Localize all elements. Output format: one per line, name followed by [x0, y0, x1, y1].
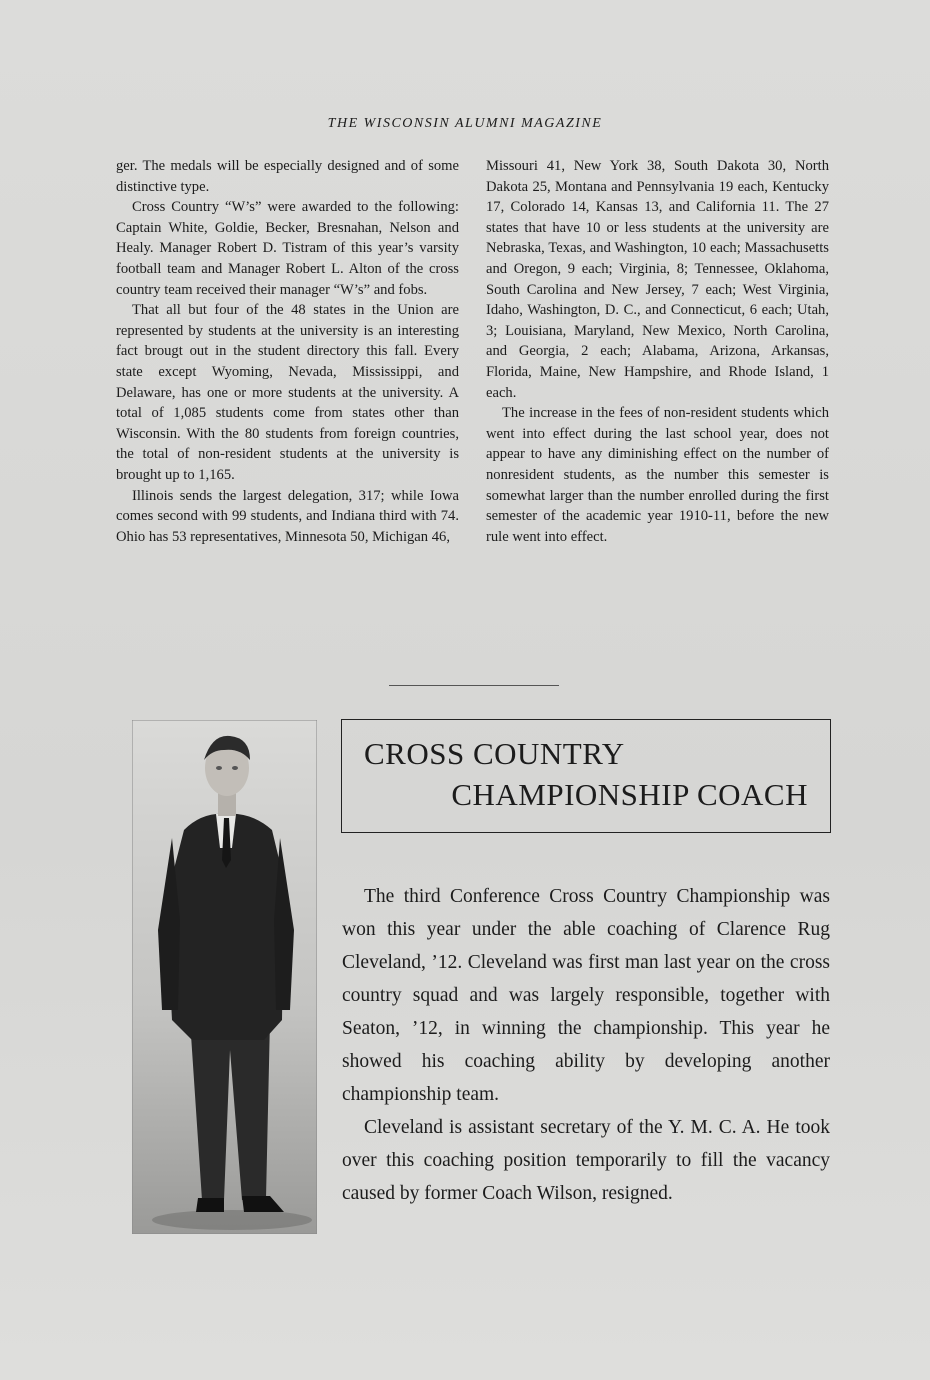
feature-title-box — [341, 719, 831, 833]
portrait-figure-image — [132, 720, 317, 1234]
left-column — [116, 156, 459, 547]
feature-title-line-2: CHAMPIONSHIP COACH — [451, 777, 808, 812]
right-paragraph-1: Missouri 41, New York 38, South Dakota 30, North Dakota 25, Montana and Pennsylvania 19 each, Kentucky 17, Colorado 14, Kansas 13, and California 11. The 27 states that have 10 or less students at the university are Nebraska, Texas, and Washington, 10 each; Massachusetts and Oregon, 9 each; Virginia, 8; Tennessee, Oklahoma, South Carolina and New Jersey, 7 each; West Virginia, Idaho, Washington, D. C., and Connecticut, 6 each; Utah, 3; Louisiana, Maryland, New Mexico, North Carolina, and Georgia, 2 each; Alabama, Arizona, Arkansas, Florida, Maine, New Hampshire, and Rhode Island, 1 each. — [486, 158, 829, 401]
feature-title-line-1: CROSS COUNTRY — [364, 736, 625, 771]
right-column — [486, 156, 829, 547]
running-head: THE WISCONSIN ALUMNI MAGAZINE — [327, 116, 603, 131]
left-paragraph-1: ger. The medals will be especially designed and of some distinctive type. — [116, 158, 459, 195]
coach-portrait-photo — [132, 720, 317, 1234]
right-paragraph-2: The increase in the fees of non-resident students which went into effect during the last school year, does not appear to have any diminishing effect on the number of nonresident students, as the number this semester is somewhat larger than the number enrolled during the first semester of the academic year 1910-11, before the new rule went into effect. — [486, 405, 829, 545]
feature-story — [342, 880, 830, 1210]
feature-paragraph-2: Cleveland is assistant secretary of the Y. M. C. A. He took over this coaching position temporarily to fill the vacancy caused by former Coach Wilson, resigned. — [342, 1117, 830, 1204]
left-paragraph-2: Cross Country “W’s” were awarded to the following: Captain White, Goldie, Becker, Bresnahan, Nelson and Healy. Manager Robert D. Tistram of this year’s varsity football team and Manager Robert L. Alton of the cross country team received their manager “W’s” and fobs. — [116, 199, 459, 298]
left-paragraph-4: Illinois sends the largest delegation, 317; while Iowa comes second with 99 students, and Indiana third with 74. Ohio has 53 representatives, Minnesota 50, Michigan 46, — [116, 487, 459, 545]
feature-paragraph-1: The third Conference Cross Country Championship was won this year under the able coaching of Clarence Rug Cleveland, ’12. Cleveland was first man last year on the cross country squad and was largely responsible, together with Seaton, ’12, in winning the championship. This year he showed his coaching ability by developing another championship team. — [342, 886, 830, 1105]
section-divider — [389, 685, 559, 686]
left-paragraph-3: That all but four of the 48 states in the Union are represented by students at the university is an interesting fact brougt out in the student directory this fall. Every state except Wyoming, Nevada, Mississippi, and Delaware, has one or more students at the university. A total of 1,085 students come from states other than Wisconsin. With the 80 students from foreign countries, the total of non-resident students at the university is brought up to 1,165. — [116, 302, 459, 483]
